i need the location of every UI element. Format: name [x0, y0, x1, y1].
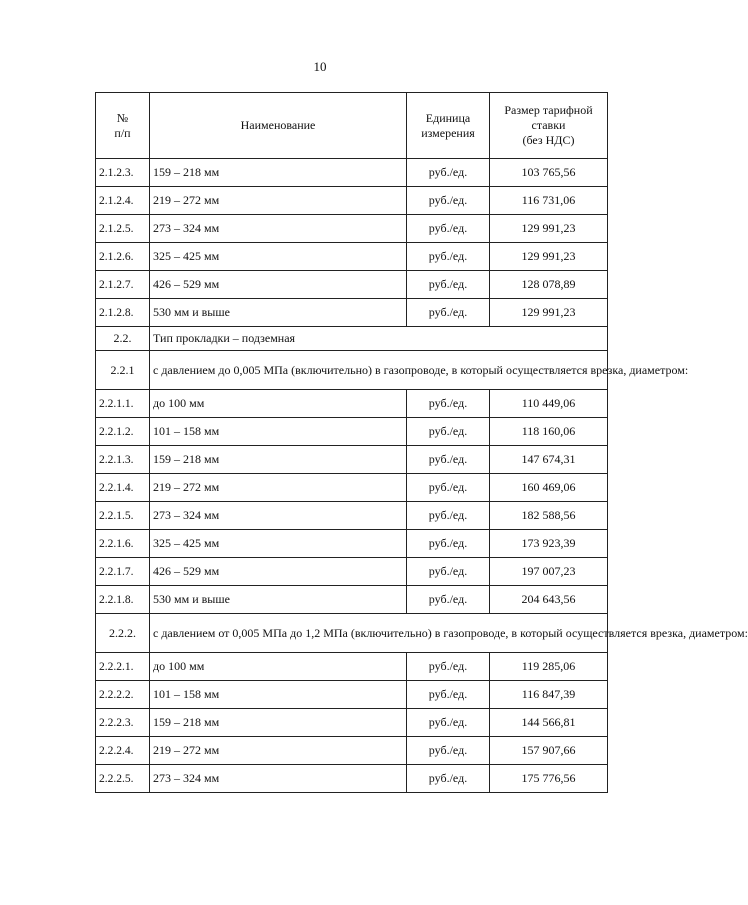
header-num-line-1: №: [116, 110, 129, 125]
row-unit: руб./ед.: [407, 474, 490, 502]
header-price-line-2: ставки: [531, 118, 566, 132]
section-number: 2.2.: [96, 327, 150, 351]
table-row: [96, 159, 608, 187]
row-name: 159 – 218 мм: [150, 159, 407, 187]
row-unit: руб./ед.: [407, 187, 490, 215]
row-unit: руб./ед.: [407, 502, 490, 530]
row-name: 273 – 324 мм: [150, 502, 407, 530]
row-name: 273 – 324 мм: [150, 215, 407, 243]
header-unit-line-1: Единица: [425, 110, 471, 125]
row-number: 2.2.2.2.: [96, 681, 150, 709]
row-price: 129 991,23: [490, 299, 608, 327]
row-price: 147 674,31: [490, 446, 608, 474]
row-name: до 100 мм: [150, 390, 407, 418]
header-name: Наименование: [150, 93, 407, 159]
page-number: 10: [313, 59, 327, 74]
row-number: 2.1.2.8.: [96, 299, 150, 327]
row-number: 2.2.1.1.: [96, 390, 150, 418]
table-row: [96, 681, 608, 709]
row-unit: руб./ед.: [407, 765, 490, 793]
row-name: 219 – 272 мм: [150, 474, 407, 502]
row-name: 530 мм и выше: [150, 586, 407, 614]
table-row: [96, 765, 608, 793]
row-number: 2.1.2.4.: [96, 187, 150, 215]
row-number: 2.2.2.3.: [96, 709, 150, 737]
row-unit: руб./ед.: [407, 709, 490, 737]
row-unit: руб./ед.: [407, 586, 490, 614]
row-price: 110 449,06: [490, 390, 608, 418]
row-unit: руб./ед.: [407, 390, 490, 418]
row-price: 116 731,06: [490, 187, 608, 215]
row-number: 2.2.1.6.: [96, 530, 150, 558]
row-name: 426 – 529 мм: [150, 558, 407, 586]
table-body: [96, 159, 748, 793]
row-price: 128 078,89: [490, 271, 608, 299]
row-unit: руб./ед.: [407, 418, 490, 446]
row-price: 129 991,23: [490, 215, 608, 243]
row-number: 2.1.2.5.: [96, 215, 150, 243]
section-text: Тип прокладки – подземная: [150, 327, 608, 351]
group-number: 2.2.2.: [96, 614, 150, 653]
row-name: 273 – 324 мм: [150, 765, 407, 793]
header-unit: [407, 93, 490, 159]
row-unit: руб./ед.: [407, 681, 490, 709]
row-unit: руб./ед.: [407, 243, 490, 271]
row-name: 101 – 158 мм: [150, 681, 407, 709]
row-price: 103 765,56: [490, 159, 608, 187]
table-row: [96, 187, 608, 215]
table-row: [96, 530, 608, 558]
row-number: 2.2.1.4.: [96, 474, 150, 502]
table-header: [96, 93, 608, 159]
table-row: [96, 558, 608, 586]
row-price: 116 847,39: [490, 681, 608, 709]
row-number: 2.2.2.4.: [96, 737, 150, 765]
row-unit: руб./ед.: [407, 159, 490, 187]
header-num-line-2: п/п: [114, 125, 131, 140]
row-name: 101 – 158 мм: [150, 418, 407, 446]
table-row: [96, 215, 608, 243]
row-number: 2.2.1.8.: [96, 586, 150, 614]
row-name: 219 – 272 мм: [150, 187, 407, 215]
row-name: 325 – 425 мм: [150, 530, 407, 558]
group-row: [96, 614, 608, 653]
row-price: 175 776,56: [490, 765, 608, 793]
row-name: 426 – 529 мм: [150, 271, 407, 299]
row-unit: руб./ед.: [407, 558, 490, 586]
row-price: 144 566,81: [490, 709, 608, 737]
row-number: 2.2.1.5.: [96, 502, 150, 530]
header-price-line-1: Размер тарифной: [504, 103, 593, 117]
row-name: 219 – 272 мм: [150, 737, 407, 765]
group-text: с давлением до 0,005 МПа (включительно) в газопроводе, в который осуществляется врезка, диаметром:: [150, 351, 608, 390]
row-number: 2.2.2.1.: [96, 653, 150, 681]
row-price: 182 588,56: [490, 502, 608, 530]
row-unit: руб./ед.: [407, 446, 490, 474]
group-text: с давлением от 0,005 МПа до 1,2 МПа (включительно) в газопроводе, в который осуществляется врезка, диаметром:: [150, 614, 608, 653]
group-number: 2.2.1: [96, 351, 150, 390]
row-price: 129 991,23: [490, 243, 608, 271]
row-name: 159 – 218 мм: [150, 446, 407, 474]
table-row: [96, 390, 608, 418]
row-unit: руб./ед.: [407, 530, 490, 558]
table-row: [96, 653, 608, 681]
row-unit: руб./ед.: [407, 271, 490, 299]
header-price-line-3: (без НДС): [522, 133, 575, 147]
row-number: 2.1.2.6.: [96, 243, 150, 271]
tariff-table: [95, 92, 748, 793]
row-price: 119 285,06: [490, 653, 608, 681]
table-row: [96, 271, 608, 299]
row-name: 159 – 218 мм: [150, 709, 407, 737]
row-unit: руб./ед.: [407, 299, 490, 327]
row-name: до 100 мм: [150, 653, 407, 681]
header-unit-line-2: измерения: [421, 125, 475, 140]
table-row: [96, 418, 608, 446]
table-row: [96, 586, 608, 614]
table-row: [96, 474, 608, 502]
row-number: 2.2.2.5.: [96, 765, 150, 793]
header-price: [490, 93, 608, 159]
row-unit: руб./ед.: [407, 215, 490, 243]
table-row: [96, 446, 608, 474]
row-name: 325 – 425 мм: [150, 243, 407, 271]
row-price: 204 643,56: [490, 586, 608, 614]
row-unit: руб./ед.: [407, 653, 490, 681]
row-number: 2.2.1.2.: [96, 418, 150, 446]
row-price: 157 907,66: [490, 737, 608, 765]
row-price: 160 469,06: [490, 474, 608, 502]
table-row: [96, 709, 608, 737]
row-number: 2.1.2.7.: [96, 271, 150, 299]
row-price: 118 160,06: [490, 418, 608, 446]
table-row: [96, 243, 608, 271]
row-number: 2.2.1.3.: [96, 446, 150, 474]
row-unit: руб./ед.: [407, 737, 490, 765]
row-price: 197 007,23: [490, 558, 608, 586]
row-name: 530 мм и выше: [150, 299, 407, 327]
section-row: [96, 327, 608, 351]
row-number: 2.1.2.3.: [96, 159, 150, 187]
group-row: [96, 351, 608, 390]
row-price: 173 923,39: [490, 530, 608, 558]
table-row: [96, 737, 608, 765]
table-row: [96, 502, 608, 530]
table-row: [96, 299, 608, 327]
header-num: [96, 93, 150, 159]
row-number: 2.2.1.7.: [96, 558, 150, 586]
